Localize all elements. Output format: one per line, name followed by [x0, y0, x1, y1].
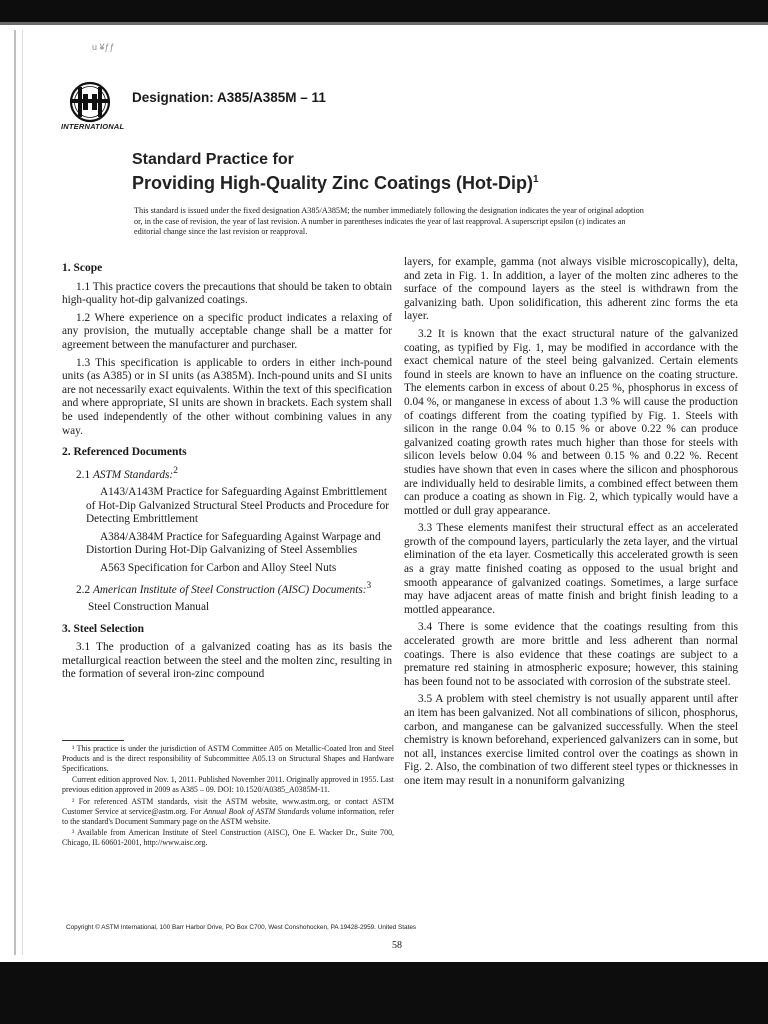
title-footnote-marker: 1: [532, 174, 539, 185]
scan-binding-shadow: [14, 30, 16, 955]
footnote-2: [62, 797, 394, 826]
copyright-line: Copyright © ASTM International, 100 Barr Harbor Drive, PO Box C700, West Conshohocken, PA 19428-2959. United States: [66, 924, 417, 931]
paragraph-2-2-footnote-marker: 3: [366, 580, 372, 591]
paragraph-1-1: 1.1 This practice covers the precautions that should be taken to obtain high-quality hot-dip galvanized coatings.: [62, 280, 392, 307]
footnotes: [62, 744, 394, 850]
title-line-1: Standard Practice for: [132, 151, 294, 168]
astm-logo-wordmark: INTERNATIONAL: [61, 122, 125, 131]
document-title: [132, 150, 632, 194]
footnote-2-text-b: volume information, refer to the standard's Document Summary page on the ASTM website.: [62, 806, 394, 826]
paragraph-2-1-footnote-marker: 2: [173, 465, 178, 476]
paragraph-3-5: 3.5 A problem with steel chemistry is not usually apparent until after an item has been galvanized. Not all combinations of silicon, phosphorus, carbon, and manganese can be galvanized successfully. When the steel chemistry is known beforehand, experienced galvanizers can in some, but not all, instances exercise limited control over the coatings as shown in Fig. 2. Also, the combination of two different steel types or thicknesses in one item may result in a nonuniform galvanizing: [404, 693, 738, 787]
scan-top-border: [0, 0, 768, 22]
footnote-3: ³ Available from American Institute of Steel Construction (AISC), One E. Wacker Dr., Suite 700, Chicago, IL 60601-2001, http://www.aisc.org.: [62, 828, 394, 848]
reference-a563: A563 Specification for Carbon and Alloy Steel Nuts: [100, 562, 337, 575]
title-line-2-text: Providing High-Quality Zinc Coatings (Hot-Dip): [132, 173, 533, 193]
paragraph-1-2: 1.2 Where experience on a specific product indicates a relaxing of any provision, the mutually acceptable change shall be a matter for agreement between the manufacturer and purchaser.: [62, 311, 392, 351]
right-column: [404, 256, 738, 793]
section-heading-steel-selection: 3. Steel Selection: [62, 622, 145, 635]
left-column: [62, 262, 392, 686]
paragraph-3-3: 3.3 These elements manifest their structural effect as an accelerated growth of the compound layers, particularly the zeta layer, and the virtual elimination of the eta layer. Cosmetically this accelerated growth is seen as a gray matte finished coating as opposed to the usual bright and smooth appearance of galvanized coatings. Sometimes, a large surface may have adjacent areas of matte finish and bright finish leading to a mottled appearance.: [404, 522, 738, 616]
margin-handwriting: u ¥ƒƒ: [92, 42, 115, 52]
paragraph-2-1: [62, 465, 392, 482]
page-number: 58: [392, 940, 402, 951]
section-heading-scope: 1. Scope: [62, 262, 103, 274]
title-line-2: [132, 169, 632, 194]
footnote-1-edition: Current edition approved Nov. 1, 2011. Published November 2011. Originally approved in 1955. Last previous edition approved in 2009 as A385 – 09. DOI: 10.1520/A0385_A0385M-11.: [62, 775, 394, 795]
paragraph-2-1-label: ASTM Standards:: [92, 468, 174, 481]
paragraph-3-1-continued: layers, for example, gamma (not always visible microscopically), delta, and zeta in Fig. 1. In addition, a layer of the molten zinc adheres to the surface of the compound layers as the steel is withdrawn from the galvanizing bath. Upon solidification, this adherent zinc forms the eta layer.: [404, 256, 738, 323]
paragraph-3-2: 3.2 It is known that the exact structural nature of the galvanized coating, as typified by Fig. 1, may be modified in accordance with the exact chemical nature of the steel being galvanized. Certain elements found in steels are known to have an influence on the coating structure. The elements carbon in excess of about 0.25 %, phosphorus in excess of 0.04 %, or manganese in excess of about 1.3 % will cause the production of coatings different from the coating typified by Fig. 1. Steels with silicon in the range 0.04 % to 0.15 % or above 0.22 % can produce galvanized coating growth rates much higher than those for steels with silicon levels below 0.04 % and between 0.15 % and 0.22 %. Recent studies have shown that even in cases where the silicon and phosphorous are individually held to desirable limits, a combined effect between them can produce a coating as shown in Fig. 2, which typically would have a mottled or dull gray appearance.: [404, 327, 738, 517]
designation: Designation: A385/A385M – 11: [132, 90, 326, 105]
reference-aisc-manual: Steel Construction Manual: [88, 601, 210, 613]
paragraph-2-2-number: 2.2: [76, 583, 93, 596]
paragraph-3-1: 3.1 The production of a galvanized coating has as its basis the metallurgical reaction between the steel and the molten zinc, resulting in the formation of several iron-zinc compound: [62, 641, 392, 681]
paragraph-2-2: [62, 580, 392, 597]
section-heading-referenced-documents: 2. Referenced Documents: [62, 446, 187, 459]
paragraph-1-3: 1.3 This specification is applicable to orders in either inch-pound units (as A385) or in SI units (as A385M). Inch-pound units and SI units are not necessarily exact equivalents. Within the text of this specification and where appropriate, SI units are shown in brackets. Each system shall be used independently of the other without combining values in any way.: [62, 356, 392, 437]
footnote-2-italic: Annual Book of ASTM Standards: [203, 806, 310, 816]
paragraph-3-4: 3.4 There is some evidence that the coatings resulting from this accelerated growth are more brittle and less adherent than normal coatings. There is also evidence that these coatings are subject to a premature red staining in atmospheric exposure; however, this staining has been found not to be associated with corrosion of the substrate steel.: [404, 621, 738, 688]
standard-issuance-note: This standard is issued under the fixed designation A385/A385M; the number immediately following the designation indicates the year of original adoption or, in the case of revision, the year of last revision. A number in parentheses indicates the year of last reapproval. A superscript epsilon (ε) indicates an editorial change since the last revision or reapproval.: [134, 206, 644, 236]
paragraph-2-1-number: 2.1: [76, 468, 93, 481]
paragraph-2-2-label: American Institute of Steel Construction (AISC) Documents:: [92, 583, 367, 596]
footnote-1: ¹ This practice is under the jurisdiction of ASTM Committee A05 on Metallic-Coated Iron and Steel Products and is the direct responsibility of Subcommittee A05.13 on Structural Shapes and Hardware Specifications.: [62, 744, 394, 773]
footnote-2-text-a: ² For referenced ASTM standards, visit the ASTM website, www.astm.org, or contact ASTM Customer Service at service@astm.org. For: [62, 796, 394, 816]
footnote-divider: [62, 740, 124, 741]
scan-top-edge: [0, 22, 768, 25]
reference-a143: A143/A143M Practice for Safeguarding Against Embrittlement of Hot-Dip Galvanized Structural Steel Products and Procedure for Detecting Embrittlement: [86, 486, 390, 526]
reference-a384: A384/A384M Practice for Safeguarding Against Warpage and Distortion During Hot-Dip Galvanizing of Steel Assemblies: [86, 530, 381, 557]
scan-bottom-border: [0, 962, 768, 1024]
scan-binding-shadow-2: [22, 30, 23, 955]
